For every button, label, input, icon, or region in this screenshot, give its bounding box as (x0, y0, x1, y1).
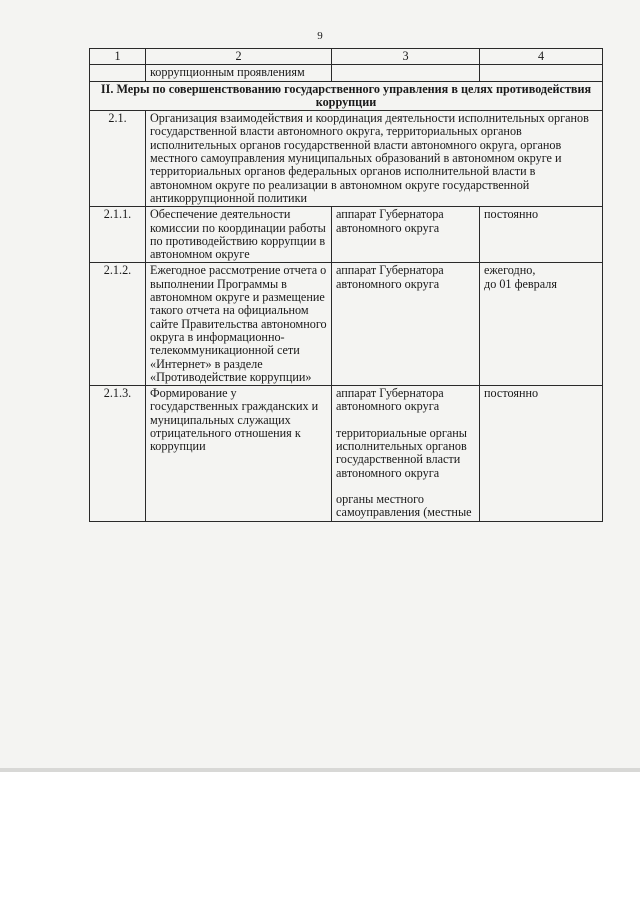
row-term: постоянно (480, 207, 603, 263)
row-number: 2.1.3. (90, 386, 146, 521)
section-title: II. Меры по совершенствованию государственного управления в целях противодействия коррупции (90, 81, 603, 111)
row-term: постоянно (480, 386, 603, 521)
row-executor: аппарат Губернатора автономного округа (332, 207, 480, 263)
executor-gap (336, 480, 475, 493)
row-measure: Формирование у государственных гражданских и муниципальных служащих отрицательного отношения к коррупции (146, 386, 332, 521)
row-term-line-1: ежегодно, (484, 263, 536, 278)
continuation-term-cell (480, 65, 603, 81)
header-col-2: 2 (146, 49, 332, 65)
continuation-row (90, 65, 603, 81)
continuation-num-cell (90, 65, 146, 81)
group-text: Организация взаимодействия и координация деятельности исполнительных органов государственной власти автономного округа, территориальных органов исполнительных органов государственной власти автономного округа, органов местного самоуправления муниципальных образований в автономном округе и территориальных органов федеральных органов исполнительной власти в автономном округе по реализации в автономном округе государственной антикоррупционной политики (146, 111, 603, 207)
table-row (90, 263, 603, 386)
continuation-executor-cell (332, 65, 480, 81)
table-row (90, 207, 603, 263)
measures-table (89, 48, 603, 522)
row-measure: Ежегодное рассмотрение отчета о выполнении Программы в автономном округе и размещение такого отчета на официальном сайте Правительства автономного округа в информационно-телекоммуникационной сети «Интернет» в разделе «Противодействие коррупции» (146, 263, 332, 386)
executor-gap (336, 414, 475, 427)
row-executor-2: территориальные органы исполнительных органов государственной власти автономного округа (336, 425, 467, 480)
header-col-4: 4 (480, 49, 603, 65)
row-number: 2.1.1. (90, 207, 146, 263)
row-executor-1: аппарат Губернатора автономного округа (336, 386, 444, 414)
row-number: 2.1.2. (90, 263, 146, 386)
row-executor (332, 386, 480, 521)
page-number: 9 (317, 30, 323, 42)
header-col-3: 3 (332, 49, 480, 65)
table-row (90, 386, 603, 521)
row-executor: аппарат Губернатора автономного округа (332, 263, 480, 386)
header-col-1: 1 (90, 49, 146, 65)
header-row (90, 49, 603, 65)
row-measure: Обеспечение деятельности комиссии по координации работы по противодействию коррупции в автономном округе (146, 207, 332, 263)
section-row (90, 81, 603, 111)
row-term (480, 263, 603, 386)
row-executor-3: органы местного самоуправления (местные (336, 491, 472, 520)
page-edge (0, 768, 640, 772)
group-number: 2.1. (90, 111, 146, 207)
row-term-line-2: до 01 февраля (484, 276, 557, 291)
continuation-text: коррупционным проявлениям (146, 65, 332, 81)
group-row (90, 111, 603, 207)
